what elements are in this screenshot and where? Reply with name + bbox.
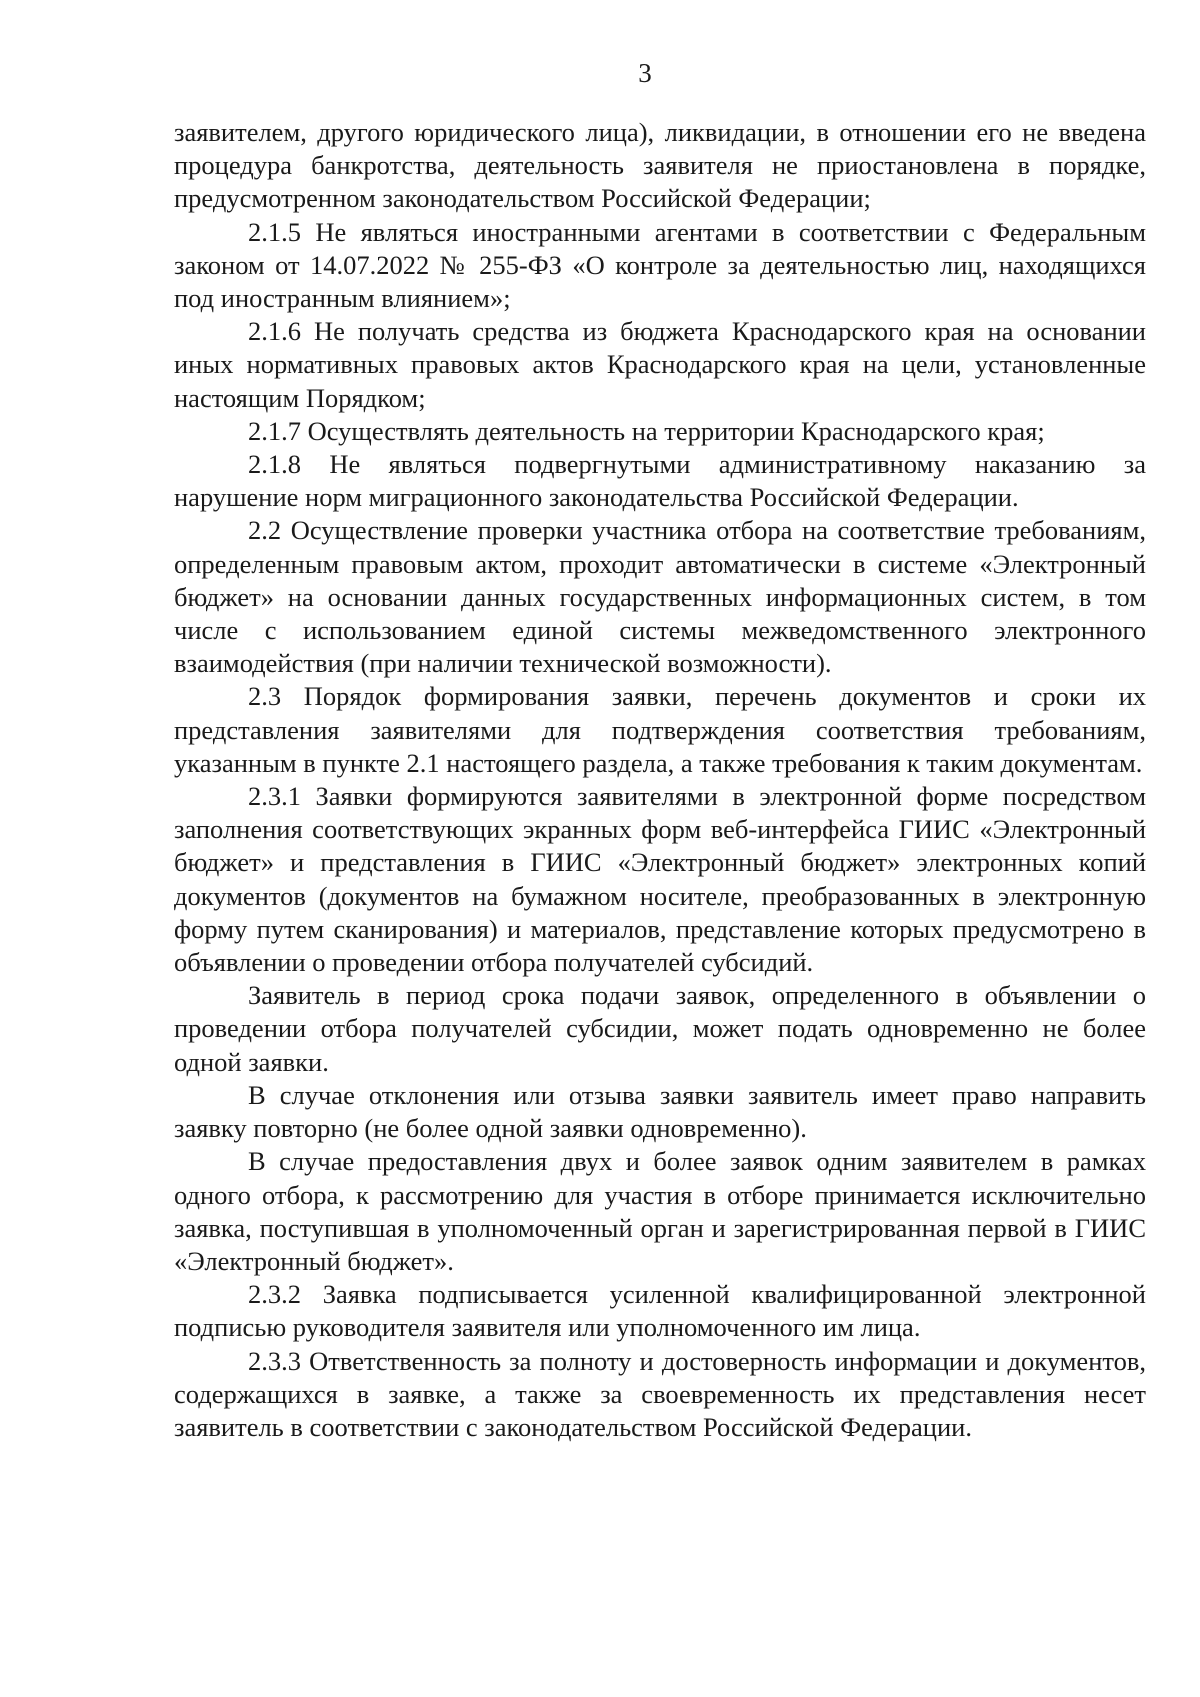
paragraph-single-application: Заявитель в период срока подачи заявок, определенного в объявлении о проведении отбора получателей субсидии, может подать одновременно не более одной заявки.	[174, 980, 1146, 1077]
document-body	[174, 116, 1146, 1444]
paragraph-multiple-applications: В случае предоставления двух и более заявок одним заявителем в рамках одного отбора, к рассмотрению для участия в отборе принимается исключительно заявка, поступившая в уполномоченный орган и зарегистрированная первой в ГИИС «Электронный бюджет».	[174, 1146, 1146, 1276]
paragraph-2-1-6: 2.1.6 Не получать средства из бюджета Краснодарского края на основании иных нормативных правовых актов Краснодарского края на цели, установленные настоящим Порядком;	[174, 316, 1146, 413]
paragraph-2-2: 2.2 Осуществление проверки участника отбора на соответствие требованиям, определенным правовым актом, проходит автоматически в системе «Электронный бюджет» на основании данных государственных информационных систем, в том числе с использованием единой системы межведомственного электронного взаимодействия (при наличии технической возможности).	[174, 515, 1146, 679]
paragraph-2-3-1: 2.3.1 Заявки формируются заявителями в электронной форме посредством заполнения соответствующих экранных форм веб-интерфейса ГИИС «Электронный бюджет» и представления в ГИИС «Электронный бюджет» электронных копий документов (документов на бумажном носителе, преобразованных в электронную форму путем сканирования) и материалов, представление которых предусмотрено в объявлении о проведении отбора получателей субсидий.	[174, 781, 1146, 978]
paragraph-2-1-7: 2.1.7 Осуществлять деятельность на территории Краснодарского края;	[248, 415, 1045, 446]
paragraph-2-3-2: 2.3.2 Заявка подписывается усиленной квалифицированной электронной подписью руководителя заявителя или уполномоченного им лица.	[174, 1279, 1146, 1343]
paragraph-2-1-5: 2.1.5 Не являться иностранными агентами в соответствии с Федеральным законом от 14.07.2022 № 255-ФЗ «О контроле за деятельностью лиц, находящихся под иностранным влиянием»;	[174, 216, 1146, 314]
paragraph-continuation: заявителем, другого юридического лица), ликвидации, в отношении его не введена процедура банкротства, деятельность заявителя не приостановлена в порядке, предусмотренном законодательством Российской Федерации;	[174, 117, 1146, 214]
paragraph-resubmission: В случае отклонения или отзыва заявки заявитель имеет право направить заявку повторно (не более одной заявки одновременно).	[174, 1079, 1146, 1144]
paragraph-2-1-8: 2.1.8 Не являться подвергнутыми административному наказанию за нарушение норм миграционного законодательства Российской Федерации.	[174, 449, 1146, 513]
paragraph-2-3: 2.3 Порядок формирования заявки, перечень документов и сроки их представления заявителями для подтверждения соответствия требованиям, указанным в пункте 2.1 настоящего раздела, а также требования к таким документам.	[174, 681, 1146, 778]
page-number: 3	[638, 58, 652, 88]
paragraph-2-3-3: 2.3.3 Ответственность за полноту и достоверность информации и документов, содержащихся в заявке, а также за своевременность их представления несет заявитель в соответствии с законодательством Российской Федерации.	[174, 1345, 1146, 1442]
